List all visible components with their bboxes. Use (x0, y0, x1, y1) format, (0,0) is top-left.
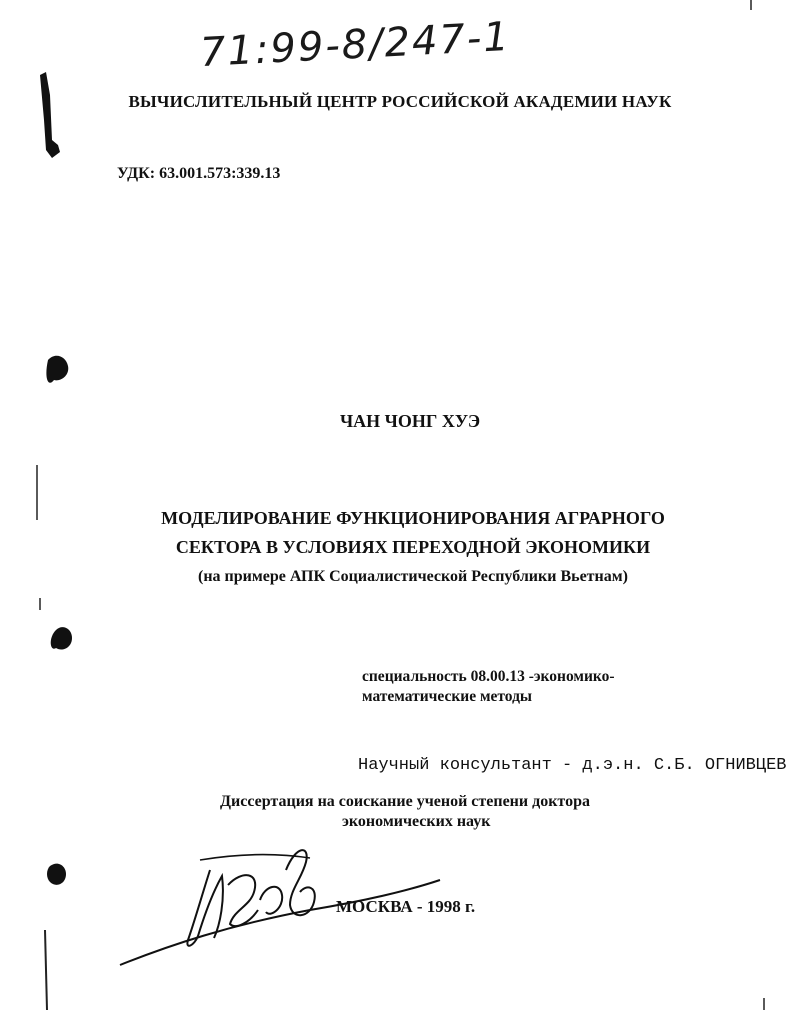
dissertation-subtitle: (на примере АПК Социалистической Республики Вьетнам) (198, 568, 628, 585)
specialty-block (362, 667, 615, 707)
city-year: МОСКВА - 1998 г. (336, 897, 476, 916)
handwritten-archive-code: 71:99-8/247-1 (199, 13, 512, 77)
author-name: ЧАН ЧОНГ ХУЭ (339, 411, 481, 431)
institution-name: ВЫЧИСЛИТЕЛЬНЫЙ ЦЕНТР РОССИЙСКОЙ АКАДЕМИИ НАУК (128, 92, 672, 111)
degree-statement (220, 792, 590, 832)
dissertation-title-line-2: СЕКТОРА В УСЛОВИЯХ ПЕРЕХОДНОЙ ЭКОНОМИКИ (175, 537, 651, 557)
scientific-consultant: Научный консультант - д.э.н. С.Б. ОГНИВЦЕВ (358, 756, 787, 775)
udk-code: УДК: 63.001.573:339.13 (117, 165, 281, 182)
degree-line-1: Диссертация на соискание ученой степени доктора (220, 793, 590, 810)
degree-line-2: экономических наук (342, 813, 491, 830)
specialty-line-1: специальность 08.00.13 -экономико- (362, 668, 615, 685)
specialty-line-2: математические методы (362, 688, 533, 705)
dissertation-title-line-1: МОДЕЛИРОВАНИЕ ФУНКЦИОНИРОВАНИЯ АГРАРНОГО (161, 508, 665, 528)
